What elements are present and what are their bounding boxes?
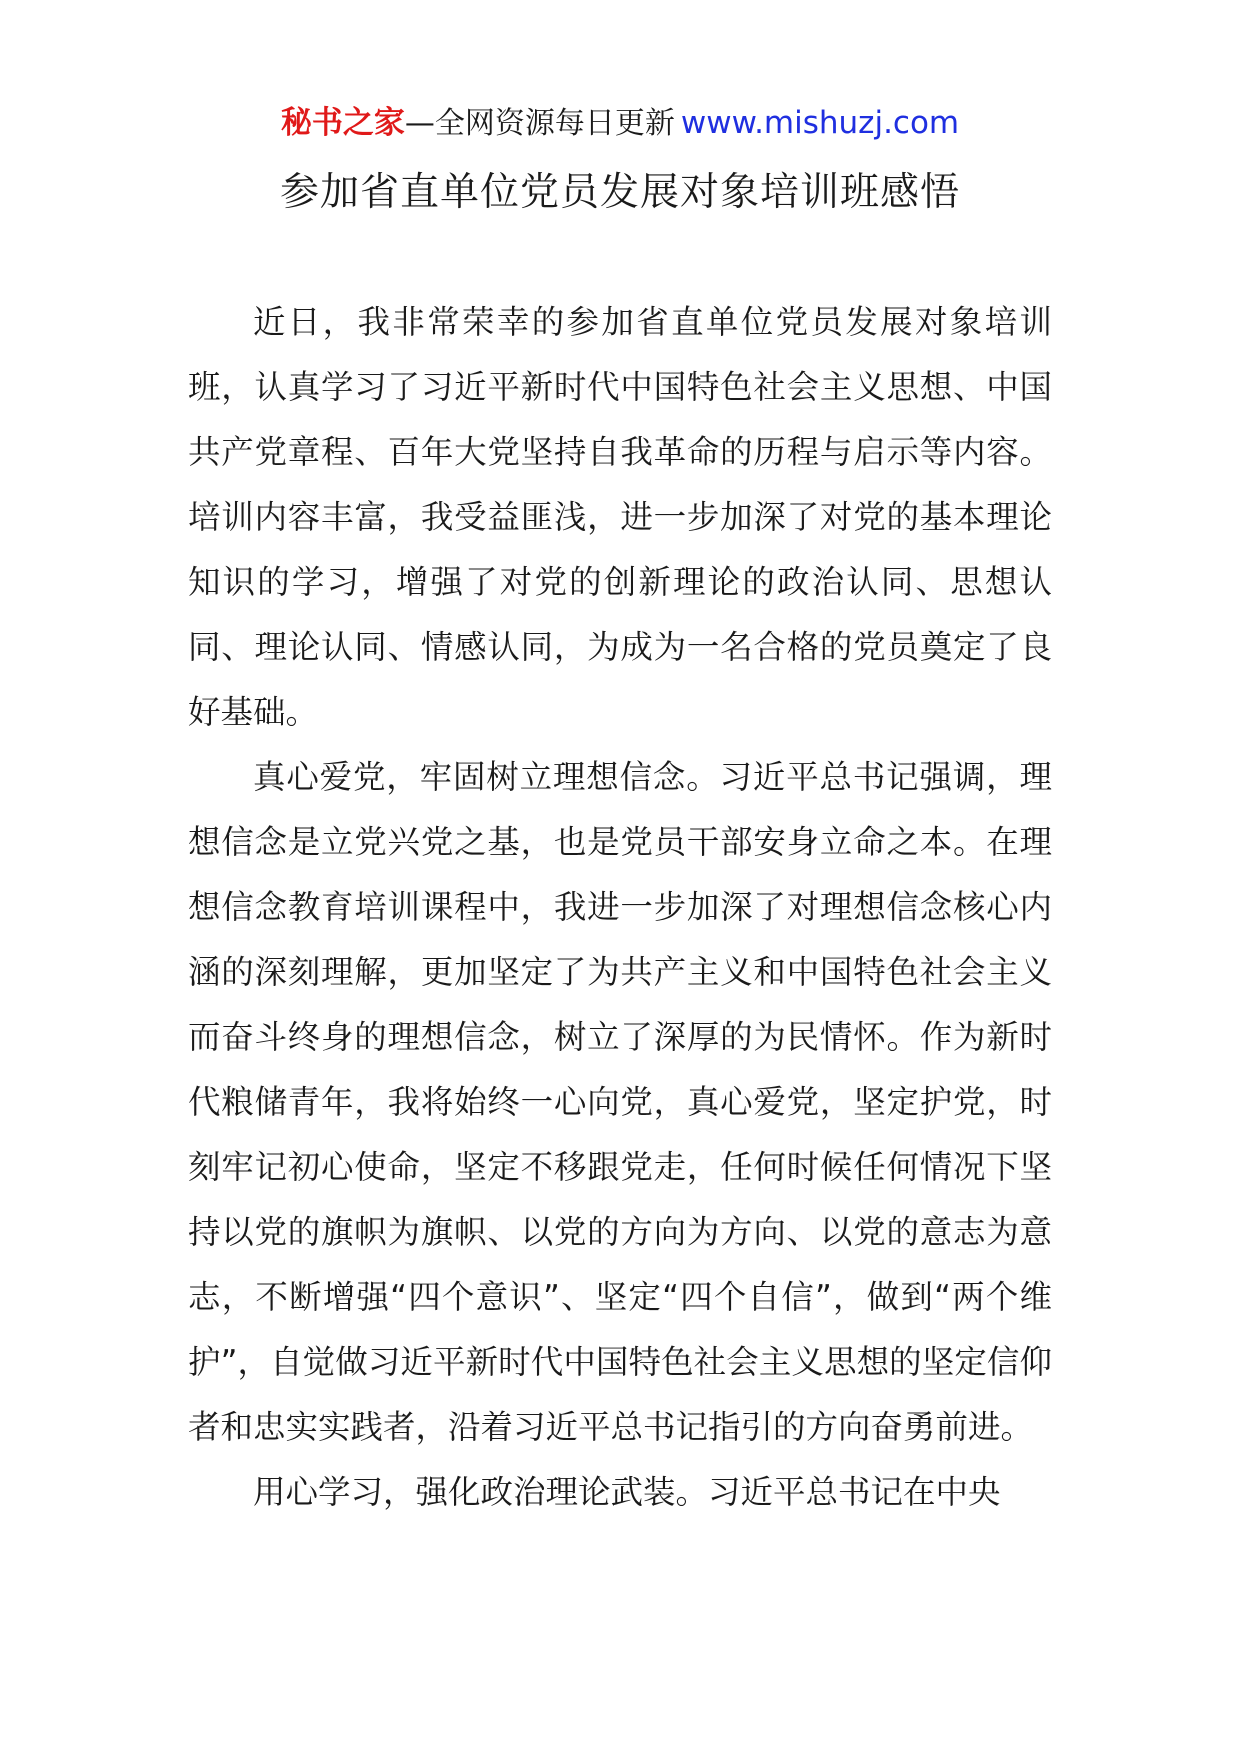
- site-header: [0, 100, 1240, 147]
- site-url-link[interactable]: www.mishuzj.com: [680, 105, 960, 141]
- paragraph-text: 近日，我非常荣幸的参加省直单位党员发展对象培训班，认真学习了习近平新时代中国特色社会主义思想、中国共产党章程、百年大党坚持自我革命的历程与启示等内容。培训内容丰富，我受益匪浅，进一步加深了对党的基本理论知识的学习，增强了对党的创新理论的政治认同、思想认同、理论认同、情感认同，为成为一名合格的党员奠定了良好基础。: [188, 303, 1052, 731]
- paragraph-text: 习近平总书记在中央: [708, 1473, 1001, 1511]
- paragraph-text: 习近平总书记强调，理想信念是立党兴党之基，也是党员干部安身立命之本。在理想信念教育培训课程中，我进一步加深了对理想信念核心内涵的深刻理解，更加坚定了为共产主义和中国特色社会主义而奋斗终身的理想信念，树立了深厚的为民情怀。作为新时代粮储青年，我将始终一心向党，真心爱党，坚定护党，时刻牢记初心使命，坚定不移跟党走，任何时候任何情况下坚持以党的旗帜为旗帜、以党的方向为方向、以党的意志为意志，不断增强“四个意识”、坚定“四个自信”，做到“两个维护”，自觉做习近平新时代中国特色社会主义思想的坚定信仰者和忠实实践者，沿着习近平总书记指引的方向奋勇前进。: [188, 758, 1052, 1446]
- brand-name: 秘书之家: [280, 105, 405, 141]
- paragraph-lead: 真心爱党，牢固树立理想信念。: [253, 758, 720, 796]
- paragraph-lead: 用心学习，强化政治理论武装。: [253, 1473, 709, 1511]
- paragraph-ideals: [188, 745, 1052, 1460]
- document-title: 参加省直单位党员发展对象培训班感悟: [279, 170, 960, 215]
- document-body: [188, 290, 1052, 1525]
- paragraph-study: [188, 1460, 1052, 1525]
- header-slogan: —全网资源每日更新: [404, 106, 675, 141]
- paragraph-intro: [188, 290, 1052, 745]
